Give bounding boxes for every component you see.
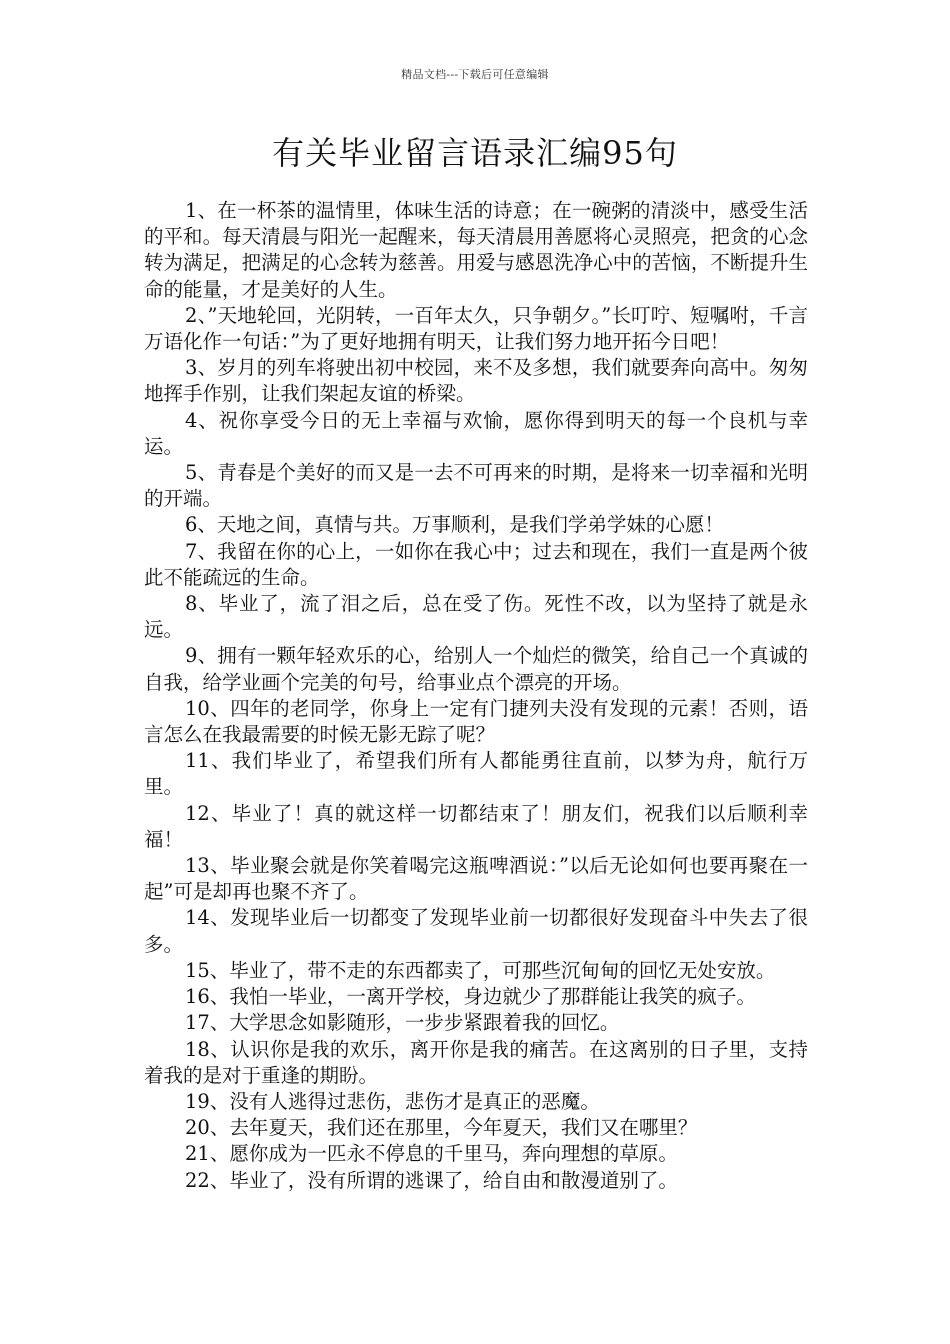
paragraph-6: 6、天地之间，真情与共。万事顺利，是我们学弟学妹的心愿！: [185, 513, 724, 537]
paragraph-8: 8、毕业了，流了泪之后，总在受了伤。死性不改，以为坚持了就是永远。: [144, 592, 808, 642]
paragraph-1: 1、在一杯茶的温情里，体味生活的诗意；在一碗粥的清淡中，感受生活的平和。每天清晨与阳光一起醒来，每天清晨用善愿将心灵照亮，把贪的心念转为满足，把满足的心念转为慈善。用爱与感恩洗净心中的苦恼，不断提升生命的能量，才是美好的人生。: [144, 199, 808, 301]
paragraph-15: 15、毕业了，带不走的东西都卖了，可那些沉甸甸的回忆无处安放。: [185, 958, 776, 982]
paragraph-2: 2、”天地轮回，光阴转，一百年太久，只争朝夕。”长叮咛、短嘱咐，千言万语化作一句话：”为了更好地拥有明天，让我们努力地开拓今日吧！: [144, 303, 808, 354]
paragraph-10: 10、四年的老同学，你身上一定有门捷列夫没有发现的元素！否则，语言怎么在我最需要的时候无影无踪了呢？: [144, 696, 808, 747]
paragraph-18: 18、认识你是我的欢乐，离开你是我的痛苦。在这离别的日子里，支持着我的是对于重逢的期盼。: [144, 1037, 808, 1087]
document-title: 有关毕业留言语录汇编95句: [272, 134, 678, 172]
paragraph-20: 20、去年夏天，我们还在那里，今年夏天，我们又在哪里？: [185, 1116, 698, 1140]
paragraph-22: 22、毕业了，没有所谓的逃课了，给自由和散漫道别了。: [185, 1168, 678, 1192]
paragraph-4: 4、祝你享受今日的无上幸福与欢愉，愿你得到明天的每一个良机与幸运。: [144, 408, 808, 458]
document-body: [144, 198, 808, 1194]
paragraph-11: 11、我们毕业了，希望我们所有人都能勇往直前，以梦为舟，航行万里。: [144, 749, 808, 799]
paragraph-19: 19、没有人逃得过悲伤，悲伤才是真正的恶魔。: [185, 1089, 600, 1113]
paragraph-3: 3、岁月的列车将驶出初中校园，来不及多想，我们就要奔向高中。匆匆地挥手作别，让我们架起友谊的桥梁。: [144, 356, 808, 406]
header-note: 精品文档---下载后可任意编辑: [401, 68, 549, 81]
paragraph-9: 9、拥有一颗年轻欢乐的心，给别人一个灿烂的微笑，给自己一个真诚的自我，给学业画个完美的句号，给事业点个漂亮的开场。: [144, 644, 808, 694]
paragraph-5: 5、青春是个美好的而又是一去不可再来的时期，是将来一切幸福和光明的开端。: [144, 461, 808, 511]
paragraph-12: 12、毕业了！真的就这样一切都结束了！朋友们，祝我们以后顺利幸福！: [144, 801, 808, 851]
paragraph-21: 21、愿你成为一匹永不停息的千里马，奔向理想的草原。: [185, 1142, 678, 1166]
paragraph-14: 14、发现毕业后一切都变了发现毕业前一切都很好发现奋斗中失去了很多。: [144, 906, 808, 956]
paragraph-16: 16、我怕一毕业，一离开学校，身边就少了那群能让我笑的疯子。: [185, 985, 756, 1009]
paragraph-17: 17、大学思念如影随形，一步步紧跟着我的回忆。: [185, 1011, 620, 1035]
paragraph-7: 7、我留在你的心上，一如你在我心中；过去和现在，我们一直是两个彼此不能疏远的生命。: [144, 539, 808, 589]
paragraph-13: 13、毕业聚会就是你笑着喝完这瓶啤酒说：”以后无论如何也要再聚在一起”可是却再也聚不齐了。: [144, 854, 808, 904]
